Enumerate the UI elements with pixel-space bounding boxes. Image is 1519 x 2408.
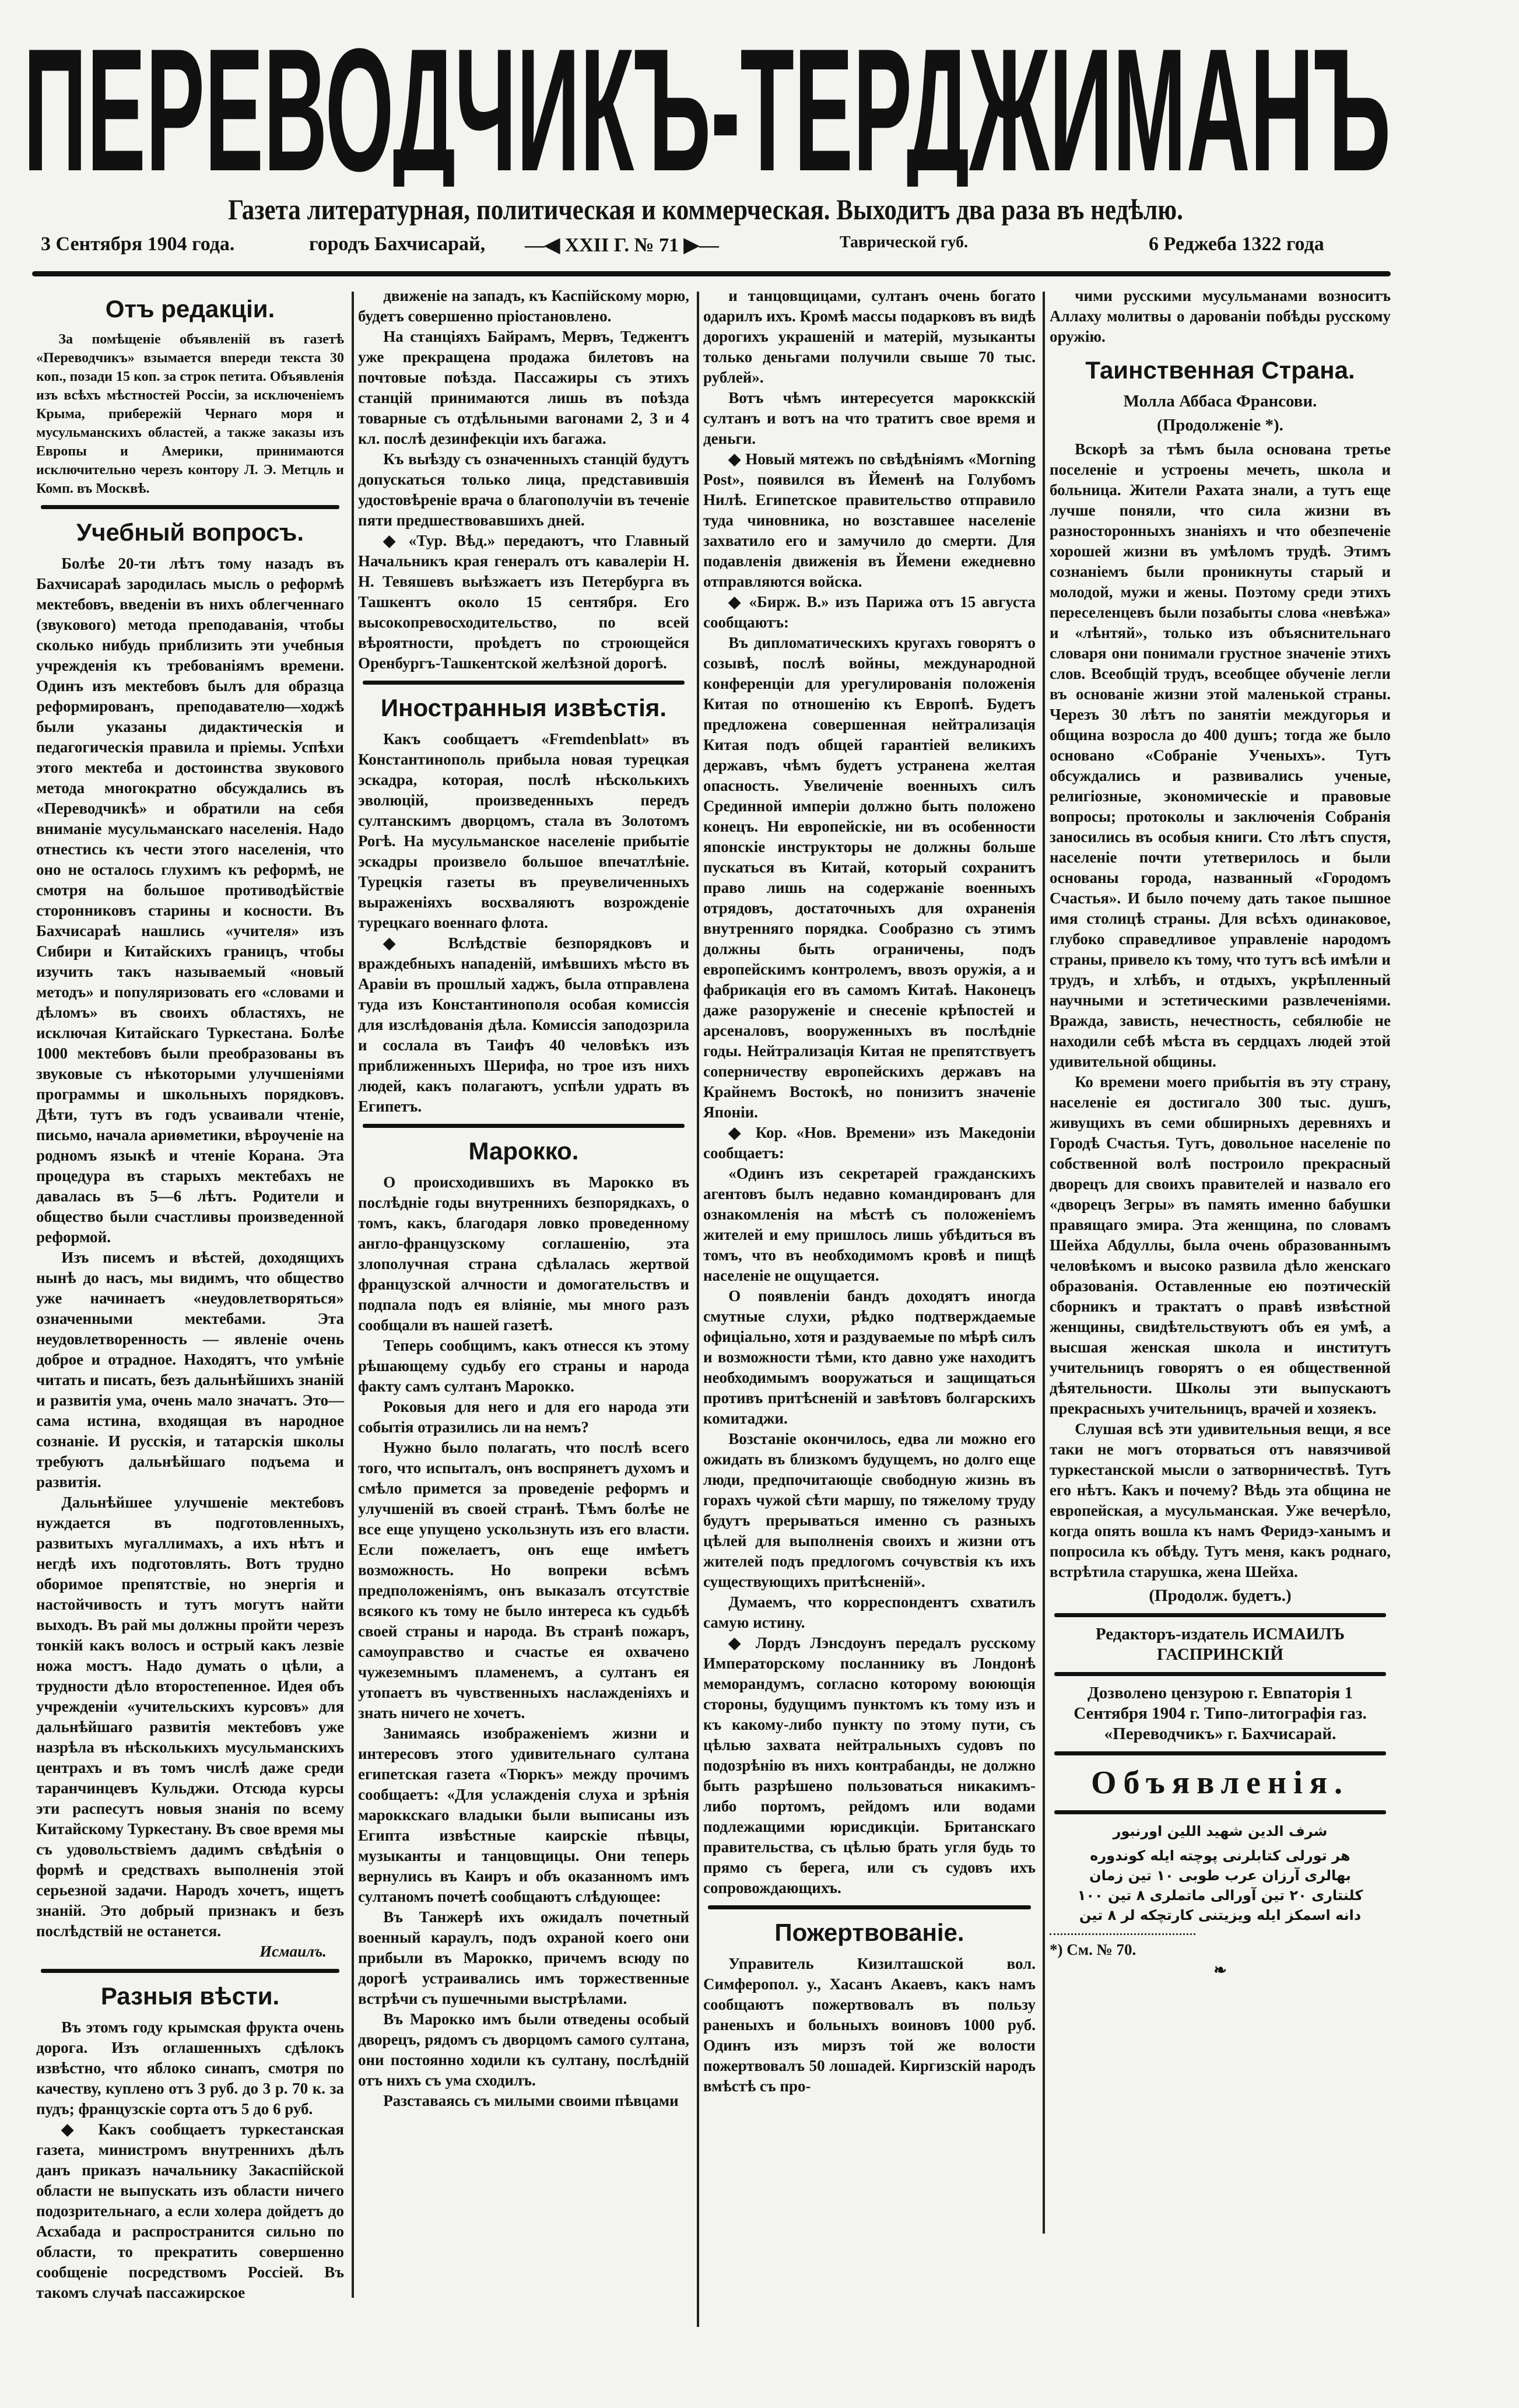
paragraph: Слушая всѣ эти удивительныя вещи, я все таки не могъ оторваться отъ навязчивой туркестанской мысли о затворничествѣ. Тутъ его нѣтъ. Какъ и почему? Вѣдь эта община не европейская, а мусульманская. Уже вечерѣло, когда опять вошла къ намъ Феридэ-ханымъ и попросила къ обѣду. Тутъ меня, какъ роднаго, встрѣтила старушка, жена Шейха. [1050,1420,1391,1580]
section-heading: Пожертвованіе. [774,1919,964,1946]
paragraph: Какъ сообщаетъ «Fremdenblatt» въ Константинополь прибыла новая турецкая эскадра, которая, послѣ нѣсколькихъ эволюцій, произведенныхъ передъ султанскимъ дворцомъ, стала въ Золотомъ Рогѣ. На мусульманское населеніе прибытіе эскадры произвело большое впечатлѣніе. Турецкія газеты въ преувеличенныхъ выраженіяхъ восхваляютъ возрожденіе турецкаго военнаго флота. [358,730,689,931]
paragraph: Разставаясь съ милыми своими пѣвцами [383,2092,679,2109]
paragraph: ◆ Лордъ Лэнсдоунъ передалъ русскому Императорскому посланнику въ Лондонѣ меморандумъ, согласно которому воюющія стороны, будущимъ пунктомъ къ тому изъ и къ какому-либо пункту по этому пути, съ цѣлью захвата нейтральныхъ судовъ по подозрѣнію въ нихъ контрабанды, не должно быть разрѣшено пользоваться никакимъ-либо портомъ, рейдомъ или водами подлежащими юрисдикціи. Британскаго правительства, съ цѣлью брать угля будь то прямо съ берега, или съ судовъ ихъ сопровождающихъ. [703,1634,1036,1897]
top-rule [32,271,1391,276]
subheading: Дозволено цензурою г. Евпаторія 1 Сентября 1904 г. Типо-литографія газ. «Переводчикъ» г. Бахчисарай. [1074,1684,1367,1743]
section-heading: Отъ редакціи. [105,295,275,323]
column-rule [697,292,699,2327]
dateline [41,233,1382,262]
date-hijri: 6 Реджеба 1322 года [1149,233,1324,255]
paragraph: Въ этомъ году крымская фрукта очень дорога. Изъ оглашенныхъ сдѣлокъ извѣстно, что яблоко синапъ, смотря по качеству, куплено отъ 3 руб. до 3 р. 70 к. за пудъ; французскіе сорта отъ 5 до 6 руб. [36,2018,344,2118]
footnote: *) См. № 70. [1050,1933,1195,1960]
paragraph: Управитель Кизилташской вол. Симферопол. у., Хасанъ Акаевъ, какъ намъ сообщаютъ пожертвовалъ въ пользу раненыхъ и больныхъ воиновъ 1000 руб. Одинъ изъ мирзъ той же волости пожертвовалъ 50 лошадей. Киргизскій народъ вмѣстѣ съ про- [703,1955,1036,2095]
signature: Исмаилъ. [259,1943,327,1960]
subheading: (Продолженіе *). [1157,416,1283,434]
date-gregorian: 3 Сентября 1904 года. [41,233,235,255]
paragraph: Дальнѣйшее улучшеніе мектебовъ нуждается въ подготовленныхъ, развитыхъ мугаллимахъ, а ихъ нѣтъ и негдѣ ихъ подготовлять. Вотъ трудно оборимое препятствіе, но энергія и настойчивость и тутъ могутъ найти выходъ. Въ рай мы должны пройти черезъ тонкій какъ волосъ и острый какъ лезвіе ножа мостъ. Надо думать о цѣли, а трудности дѣло второстепенное. Идея объ учрежденіи «учительскихъ курсовъ» для дальнѣйшаго развитія мектебовъ уже назрѣла въ нѣсколькихъ мусульманскихъ центрахъ и въ томъ числѣ даже среди таранчинцевъ Кульджи. Отсюда курсы эти распесутъ новыя знанія по всему Китайскому Туркестану. Въ свое время мы съ удовольствіемъ дадимъ свѣдѣнія о формѣ и средствахъ выполненія этой серьезной задачи. Народъ хочетъ, ищетъ знаній. Это добрый признакъ и безъ послѣдствій не останется. [36,1494,344,1940]
title-text: ПЕРЕВОДЧИКЪ-ТЕРДЖИМАНЪ [23,17,1391,187]
paragraph: движеніе на западъ, къ Каспійскому морю, будетъ совершенно пріостановлено. [358,287,689,325]
paragraph: ◆ «Бирж. В.» изъ Парижа отъ 15 августа сообщаютъ: [703,593,1036,631]
paragraph: На станціяхъ Байрамъ, Мервъ, Теджентъ уже прекращена продажа билетовъ на почтовые поѣзда. Пассажиры съ этихъ станцій принимаются лишь въ поѣзда товарные съ отдѣльными вагонами 2, 3 и 4 кл. послѣ дезинфекціи ихъ багажа. [358,328,689,447]
paragraph: Занимаясь изображеніемъ жизни и интересовъ этого удивительнаго султана египетская газета «Тюркъ» между прочимъ сообщаетъ: «Для услажденія слуха и зрѣнія мароккскаго владыки были выписаны изъ Египта извѣстные каирскіе пѣвцы, музыканты и танцовщицы. Они теперь вернулись въ Каиръ и объ оказанномъ имъ султаномъ почетѣ сообщаютъ слѣдующее: [358,1724,689,1905]
paragraph: Вскорѣ за тѣмъ была основана третье поселеніе и устроены мечеть, школа и больница. Жители Рахата знали, а тутъ еще лучше поняли, что сила жизни въ разносторонныхъ знаніяхъ и что обезпеченіе хорошей жизни въ умѣломъ трудѣ. Этимъ сознаніемъ были проникнуты старый и молодой, мужи и жены. Поэтому среди этихъ переселенцевъ были позабыты слова «невѣжа» и «лѣнтяй», только изъ объяснительнаго словаря они понимали грустное значеніе этихъ слов. Всеобщій трудъ, всеобщее обученіе легли въ основаніе жизни этой маленькой страны. Черезъ 30 лѣтъ по занятіи междугорья и община возросла до 400 душъ; тогда же было основано «Собраніе Ученыхъ». Тутъ обсуждались и развивались ученые, религіозные, экономическіе и правовые вопросы; протоколы и заключенія Собранія заносились въ особыя книги. Сто лѣтъ спустя, населеніе почти утетверилось и были основаны города, названный «Городомъ Счастья». И было почему дать такое пышное имя столицѣ страны. Для всѣхъ одинаковое, глубоко справедливое управленіе народомъ страны, привело къ тому, что тутъ всѣ имѣли и трудъ, и хлѣбъ, и отдыхъ, укрѣпленный научными и эстетическими развлеченіями. Вражда, зависть, нечестность, себялюбіе не находили себѣ мѣста въ сердцахъ людей этой удивительной общины. [1050,440,1391,1070]
section-rule [1054,1613,1386,1617]
paragraph: Возстаніе окончилось, едва ли можно его ожидать въ близкомъ будущемъ, но долго еще люди, предпочитающіе свободную жизнь въ горахъ чужой сѣти маршу, по тяжелому труду будутъ прерываться именно съ разныхъ цѣлей для выполненія своихъ и жизни отъ жителей подъ предлогомъ сочувствія къ ихъ существующихъ притѣсненій». [703,1430,1036,1590]
column-3 [703,286,1036,2097]
column-4 [1050,286,1391,1981]
column-rule [352,292,354,2298]
paragraph: Ко времени моего прибытія въ эту страну, населеніе ея достигало 300 тыс. душъ, живущихъ въ семи обширныхъ деревняхъ и Городѣ Счастья. Тутъ, довольное населеніе по собственной волѣ построило прекрасный дворецъ для своихъ правителей и назвало его «дворецъ Зегры» въ память именно бабушки правящаго эмира. Эта женщина, по словамъ Шейха Абдуллы, была очень образованнымъ человѣкомъ и высоко развила дѣло женскаго образованія. Оставленные ею поэтическій сборникъ и трактатъ о правѣ извѣстной женщины, свидѣтельствуютъ объ ея умѣ, а высшая женская школа и институтъ учительницъ говорятъ о ея общественной дѣятельности. Школы эти выпускаютъ прекрасныхъ учительницъ, врачей и хозяекъ. [1050,1073,1391,1417]
paragraph: чими русскими мусульманами возноситъ Аллаху молитвы о дарованіи побѣды русскому оружію. [1050,287,1391,345]
notice-paragraph: За помѣщеніе объявленій въ газетѣ «Переводчикъ» взымается впереди текста 30 коп., позади 15 коп. за строк петита. Объявленія изъ всѣхъ мѣстностей Россіи, за исключеніемъ Крыма, прибережій Чернаго моря и мусульманскихъ областей, а также заказы изъ Европы и Америки, принимаются исключительно черезъ контору Л. Э. Метцль и Комп. въ Москвѣ. [36,332,344,496]
paragraph: ◆ Какъ сообщаетъ туркестанская газета, министромъ внутреннихъ дѣлъ данъ приказъ начальнику Закаспійской области не выпускать изъ области ничего подозрительнаго, а если холера дойдетъ до Асхабада и распространится сильно по области, то прекратить совершенно сообщеніе посредствомъ Россіей. Въ такомъ случаѣ пассажирское [36,2120,344,2301]
paragraph: Въ дипломатическихъ кругахъ говорятъ о созывѣ, послѣ войны, международной конференціи для урегулированія положенія Китая по отношенію къ Европѣ. Будетъ предложена совершенная нейтрализація Китая подъ общей гарантіей великихъ державъ, чѣмъ будетъ устранена желтая опасность. Увеличеніе военныхъ силъ Срединной имперіи должно быть положено конецъ. Ни европейскіе, ни въ особенности японскіе инструкторы не должны больше пускаться въ Китай, который сохранитъ право лишь на содержаніе военныхъ отрядовъ, достаточныхъ для охраненія внутренняго порядка. Сообразно съ этимъ должны быть ограничены, подъ европейскимъ контролемъ, ввозъ оружія, а и фабрикація его въ самомъ Китаѣ. Наконецъ даже разоруженіе и снесеніе крѣпостей и арсеналовъ, вооруженныхъ въ послѣдніе годы. Нейтрализація Китая не препятствуетъ соперничеству европейскихъ державъ на Крайнемъ Востокѣ, но понизитъ значеніе Японіи. [703,634,1036,1121]
section-rule [363,1124,685,1128]
arabic-advertisement: هر تورلى كتابلرنى پوچته ايله كوندوره بهالرى آرزان عرب طوبى ١٠ تين زمان كلنتارى ٢٠ تين آورالى ماتملرى ٨ تين ١٠٠ دانه اسمكز ايله ويزيتنى كارتچكه لر ٨ تين [1077,1848,1363,1923]
section-rule [363,681,685,685]
subheading: (Продолж. будетъ.) [1149,1586,1292,1605]
paragraph: Въ Марокко имъ были отведены особый дворецъ, рядомъ съ дворцомъ самого султана, они постоянно ходили къ султану, послѣдній отъ нихъ съ ума сходилъ. [358,2010,689,2089]
paragraph: Вотъ чѣмъ интересуется мароккскій султанъ и вотъ на что тратитъ свое время и деньги. [703,389,1036,447]
paragraph: Въ Танжерѣ ихъ ожидалъ почетный военный караулъ, подъ охраной коего они прибыли въ Марокко, причемъ всюду по дорогѣ устраивались имъ торжественные встрѣчи съ пушечными выстрѣлами. [358,1908,689,2007]
paragraph: ◆ Кор. «Нов. Времени» изъ Македоніи сообщаетъ: [703,1124,1036,1162]
paragraph: Къ выѣзду съ означенныхъ станцій будутъ допускаться только лица, представившія удостовѣреніе врача о благополучіи въ теченіе пяти предшествовавшихъ дней. [358,450,689,529]
paragraph: Нужно было полагать, что послѣ всего того, что испыталъ, онъ воспрянетъ духомъ и смѣло примется за проведеніе реформъ и улучшеній въ своей странѣ. Тѣмъ болѣе не все еще упущено ускользнуть изъ его власти. Если пожелаетъ, онъ еще имѣетъ возможность. Но вопреки всѣмъ предположеніямъ, онъ выказалъ отсутствіе всякого къ тому не было интереса къ судьбѣ своей страны и народа. Въ странѣ пожаръ, самоуправство и счастье ея охвачено чужеземнымъ пламенемъ, а султанъ ея утопаетъ въ чувственныхъ наслажденіяхъ и знать ничего не хочетъ. [358,1439,689,1722]
paragraph: О происходившихъ въ Марокко въ послѣдніе годы внутреннихъ безпорядкахъ, о томъ, какъ, благодаря ловко проведенному англо-французскому соглашенію, эта злополучная страна сдѣлалась жертвой французской алчности и домогательствъ и подпала подъ ея вліяніе, мы много разъ сообщали въ нашей газетѣ. [358,1173,689,1334]
arabic-advertisement: شرف الدين شهيد اللين اورنبور [1113,1823,1328,1839]
subheading: Редакторъ-издатель ИСМАИЛЪ ГАСПРИНСКІЙ [1095,1625,1345,1664]
paragraph: «Одинъ изъ секретарей гражданскихъ агентовъ былъ недавно командированъ для ознакомленія на мѣстѣ съ положеніемъ жителей и ему пришлось лишь убѣдиться въ томъ, что въ необходимомъ кровѣ и пищѣ населеніе не ощущается. [703,1165,1036,1284]
paragraph: ◆ Новый мятежъ по свѣдѣніямъ «Morning Post», появился въ Йеменѣ на Голубомъ Нилѣ. Египетское правительство отправило туда чиновника, но возставшее населеніе захватило его и замучило до смерти. Для подавленія движенія въ Йемени ежедневно отправляются войска. [703,450,1036,590]
paragraph: Теперь сообщимъ, какъ отнесся къ этому рѣшающему судьбу его страны и народа факту самъ султанъ Марокко. [358,1337,689,1395]
paragraph: ◆ Вслѣдствіе безпорядковъ и враждебныхъ нападеній, имѣвшихъ мѣсто въ Аравіи въ прошлый хаджъ, была отправлена туда изъ Константинополя особая комиссія для изслѣдованія дѣла. Комиссія заподозрила и сослала въ Таифъ 40 человѣкъ изъ приближенныхъ Шерифа, но трое изъ нихъ людей, какъ полагаютъ, успѣли удрать въ Египетъ. [358,934,689,1115]
section-heading: Разныя вѣсти. [100,1982,280,2010]
issue-number: —◀ XXII Г. № 71 ▶— [525,234,719,256]
paragraph: Думаемъ, что корреспондентъ схватилъ самую истину. [703,1593,1036,1631]
section-heading: Иностранныя извѣстія. [380,694,667,721]
province: Таврической губ. [840,233,969,251]
section-heading: Учебный вопросъ. [76,518,304,546]
section-rule [1054,1751,1386,1755]
paragraph: Роковыя для него и для его народа эти событія отразились ли на немъ? [358,1398,689,1436]
column-1 [36,286,344,2303]
ads-heading: Объявленія. [1090,1765,1349,1801]
section-rule [1054,1810,1386,1814]
paragraph: Изъ писемъ и вѣстей, доходящихъ нынѣ до насъ, мы видимъ, что общество уже начинаетъ «неудовлетворяться» означенными мектебами. Эта неудовлетворенность — явленіе очень доброе и отрадное. Находятъ, что умѣніе читать и писать, безъ дальнѣйшихъ знаній и развитія ума, очень мало значатъ. Это—сама истина, входящая въ народное сознаніе. И русскія, и татарскія школы требуютъ дальнѣйшаго подъема и развитія. [36,1249,344,1491]
section-rule [708,1905,1031,1909]
paragraph: и танцовщицами, султанъ очень богато одарилъ ихъ. Кромѣ массы подарковъ въ видѣ дорогихъ украшеній и матерій, музыканты только деньгами получили свыше 70 тыс. рублей». [703,287,1036,386]
section-rule [1054,1672,1386,1676]
section-rule [41,505,339,509]
city: городъ Бахчисарай, [309,233,486,255]
subtitle: Газета литературная, политическая и коммерческая. Выходитъ два раза въ недѣлю. [228,193,1183,226]
subheading: Молла Аббаса Франсови. [1123,392,1317,411]
section-heading: Марокко. [468,1137,579,1165]
newspaper-title [23,17,1394,187]
column-2 [358,286,689,2111]
paragraph: ◆ «Тур. Вѣд.» передаютъ, что Главный Начальникъ края генералъ отъ кавалеріи Н. Н. Тевяшевъ выѣзжаетъ изъ Петербурга въ Ташкентъ около 15 сентября. Его высокопревосходительство, по всей вѣроятности, проѣдетъ по строющейся Оренбургъ-Ташкентской желѣзной дорогѣ. [358,532,689,672]
column-rule [1043,292,1045,2234]
paragraph: О появленіи бандъ доходятъ иногда смутные слухи, рѣдко подтверждаемые офиціально, хотя и раздуваемые по мѣрѣ силъ и возможности тѣми, кто давно уже находитъ необходимымъ вооружаться и защищаться противъ притѣсненій и зaвѣтовъ болгарскихъ комитаджи. [703,1287,1036,1427]
section-heading: Таинственная Страна. [1085,356,1355,384]
page-mark: ❧ [1213,1961,1227,1979]
section-rule [41,1969,339,1973]
paragraph: Болѣе 20-ти лѣтъ тому назадъ въ Бахчисараѣ зародилась мысль о реформѣ мектебовъ, введеніи въ нихъ облегченнаго (звукового) метода преподаванія, чтобы сколько нибудь приблизить эти учебныя учрежденія къ требованіямъ времени. Одинъ изъ мектебовъ былъ для образца реформированъ, преподавателю—ходжѣ были указаны дидактическія и педагогическія правила и пріемы. Успѣхи этого мектеба и достоинства звукового метода многократно обсуждались въ «Переводчикѣ» и обратили на себя вниманіе мусульманскаго населенія. Надо отнестись къ чести этого населенія, что оно не осталось глухимъ къ реформѣ, не смотря на большое противодѣйствіе сторонниковъ старины и косности. Въ Бахчисараѣ нашлись «учителя» изъ Сибири и Китайскихъ границъ, чтобы изучить такъ называемый «новый методъ» и популяризовать его «словами и дѣломъ» въ своихъ областяхъ, не исключая Китайскаго Туркестана. Болѣе 1000 мектебовъ были преобразованы въ звуковые съ нѣкоторыми улучшеніями программы и школьныхъ порядковъ. Дѣти, тутъ въ годъ усваивали чтеніе, письмо, начала ариѳметики, вѣроученіе на родномъ языкѣ и чтеніе Корана. Эта процедура въ старыхъ мектебахъ не давалась въ 5—6 лѣтъ. Родители и общество были счастливы произведенной реформой. [36,555,344,1246]
